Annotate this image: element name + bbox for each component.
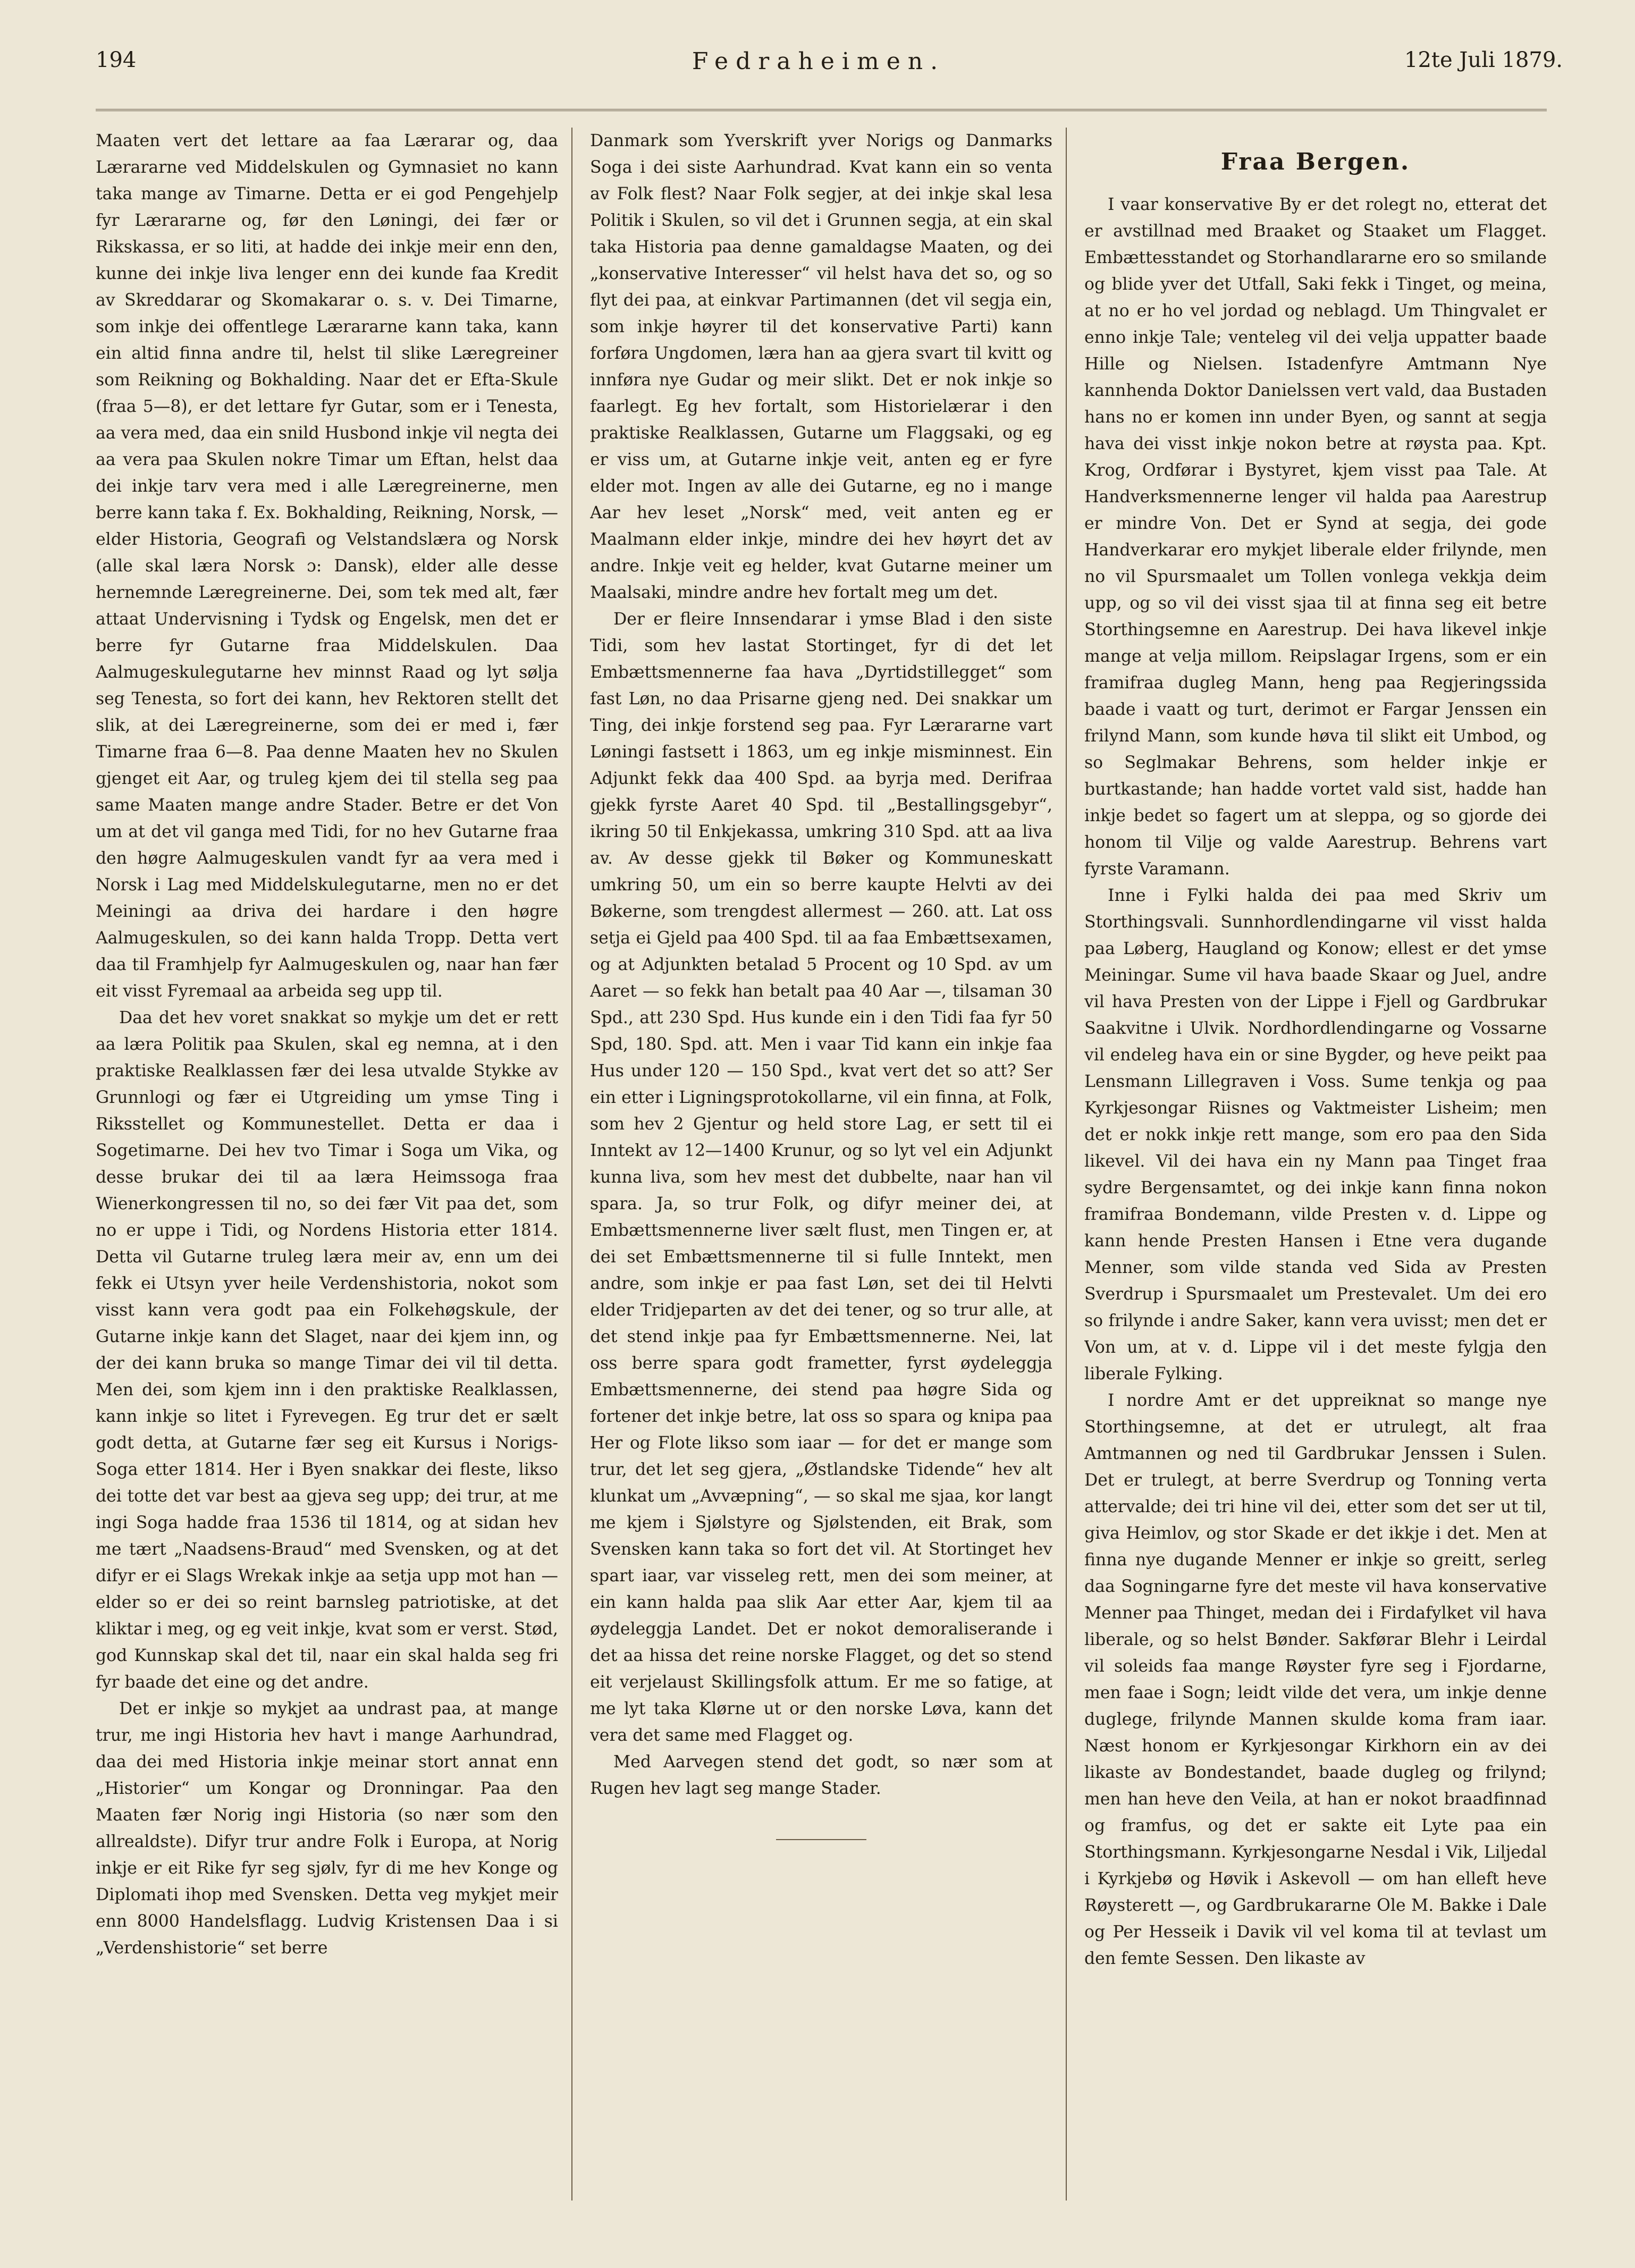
column-divider bbox=[571, 128, 572, 2200]
paragraph: Der er fleire Innsendarar i ymse Blad i den siste Tidi, som hev lastat Stortinget, fyr di det let Embættsmennerne faa hava „Dyrtidstillegget“ som fast Løn, no daa Prisarne gjeng ned. Dei snakkar um Ting, dei inkje forstend seg paa. Fyr Lærararne vart Løningi fastsett i 1863, um eg inkje misminnest. Ein Adjunkt fekk daa 400 Spd. aa byrja med. Derifraa gjekk fyrste Aaret 40 Spd. til „Bestallingsgebyr“, ikring 50 til Enkjekassa, umkring 310 Spd. att aa liva av. Av desse gjekk til Bøker og Kommuneskatt umkring 50, um ein so berre kaupte Helvti av dei Bøkerne, som trengdest allermest — 260. att. Lat oss setja ei Gjeld paa 400 Spd. til aa faa Embættsexamen, og at Adjunkten betalad 5 Procent og 10 Spd. av um Aaret — so fekk han betalt paa 40 Aar —, tilsaman 30 Spd., att 230 Spd. Hus kunde ein i den Tidi faa fyr 50 Spd, 180. Spd. att. Men i vaar Tid kann ein inkje faa Hus under 120 — 150 Spd., kvat vert det so att? Ser ein etter i Ligningsprotokollarne, vil ein finna, at Folk, som hev 2 Gjentur og held store Lag, er sett til ei Inntekt av 12—1400 Krunur, og so lyt vel ein Adjunkt kunna liva, som hev mest det dubbelte, naar han vil spara. Ja, so trur Folk, og difyr meiner dei, at Embættsmennerne liver sælt flust, men Tingen er, at dei set Embættsmennerne til si fulle Inntekt, men andre, som inkje er paa fast Løn, set dei til Helvti elder Tridjeparten av det dei tener, og so trur alle, at det stend inkje paa fyr Embættsmennerne. Nei, lat oss berre spara godt frametter, fyrst øydeleggja Embættsmennerne, dei stend paa høgre Sida og fortener det inkje betre, lat oss so spara og knipa paa Her og Flote likso som iaar — for det er mange som trur, det let seg gjera, „Østlandske Tidende“ hev alt klunkat um „Avvæpning“, — so skal me sjaa, kor langt me kjem i Sjølstyre og Sjølstenden, eit Brak, som Svensken kann taka so fort det vil. At Stortinget hev spart iaar, var visseleg rett, men dei som meiner, at ein kann halda paa slik Aar etter Aar, kjem til aa øydeleggja Landet. Det er nokot demoraliserande i det aa hissa det reine norske Flagget, og det so stend eit verjelaust Skillingsfolk attum. Er me so fatige, at me lyt taka Klørne ut or den norske Løva, kann det vera det same med Flagget og. bbox=[590, 610, 1052, 1745]
paragraph: Inne i Fylki halda dei paa med Skriv um Storthingsvali. Sunnhordlendingarne vil visst halda paa Løberg, Haugland og Konow; ellest er det ymse Meiningar. Sume vil hava baade Skaar og Juel, andre vil hava Presten von der Lippe i Fjell og Gardbrukar Saakvitne i Ulvik. Nordhordlendingarne og Vossarne vil endeleg hava ein or sine Bygder, og heve peikt paa Lensmann Lillegraven i Voss. Sume tenkja og paa Kyrkjesongar Riisnes og Vaktmeister Lisheim; men det er nokk inkje rett mange, som ero paa den Sida likevel. Vil dei hava ein ny Mann paa Tinget fraa sydre Bergensamtet, og dei inkje kann finna nokon framifraa Bondemann, vilde Presten v. d. Lippe og kann hende Presten Hansen i Etne vera dugande Menner, som vilde standa ved Sida av Presten Sverdrup i Spursmaalet um Prestevalet. Um dei ero so frilynde i andre Saker, kann vera uvisst; men det er Von um, at v. d. Lippe vil i det meste fylgja den liberale Fylking. bbox=[1084, 886, 1547, 1384]
header-rule bbox=[96, 109, 1547, 111]
article-title: Fraa Bergen. bbox=[1220, 148, 1411, 175]
paragraph: Daa det hev voret snakkat so mykje um det er rett aa læra Politik paa Skulen, skal eg nemna, at i den praktiske Realklassen fær dei lesa utvalde Stykke av Grunnlogi og fær ei Utgreiding um ymse Ting i Riksstellet og Kommunestellet. Detta er daa i Sogetimarne. Dei hev tvo Timar i Soga um Vika, og desse brukar dei til aa læra Heimssoga fraa Wienerkongressen til no, so dei fær Vit paa det, som no er uppe i Tidi, og Nordens Historia etter 1814. Detta vil Gutarne truleg læra meir av, enn um dei fekk ei Utsyn yver heile Verdenshistoria, nokot som visst kann vera godt paa ein Folkehøgskule, der Gutarne inkje kann det Slaget, naar dei kjem inn, og der dei kann bruka so mange Timar dei vil til detta. Men dei, som kjem inn i den praktiske Realklassen, kann inkje so litet i Fyrevegen. Eg trur det er sælt godt detta, at Gutarne fær seg eit Kursus i Norigs-Soga etter 1814. Her i Byen snakkar dei fleste, likso dei totte det var best aa gjeva seg upp; dei trur, at me ingi Soga hadde fraa 1536 til 1814, og at sidan hev me tært „Naadsens-Braud“ med Svensken, og at det difyr er ei Slags Wrekak inkje aa setja upp mot han — elder so er dei so reint barnsleg patriotiske, at det kliktar i meg, og eg veit inkje, kvat som er verst. Stød, god Kunnskap skal det til, naar ein skal halda seg fri fyr baade det eine og det andre. bbox=[96, 1008, 558, 1692]
issue-date: 12te Juli 1879. bbox=[1404, 48, 1563, 72]
newspaper-title: Fedraheimen. bbox=[692, 48, 946, 75]
paragraph: I vaar konservative By er det rolegt no, etterat det er avstillnad med Braaket og Staaket um Flagget. Embættesstandet og Storhandlararne ero so smilande og blide yver det Utfall, Saki fekk i Tinget, og meina, at no er ho vel jordad og neblagd. Um Thingvalet er enno inkje Tale; venteleg vil dei velja uppatter baade Hille og Nielsen. Istadenfyre Amtmann Nye kannhenda Doktor Danielssen vert vald, daa Bustaden hans no er komen inn under Byen, og sannt at segja hava dei visst inkje nokon betre at røysta paa. Kpt. Krog, Ordførar i Bystyret, kjem visst paa Tale. At Handverksmennerne lenger vil halda paa Aarestrup er mindre Von. Det er Synd at segja, dei gode Handverkarar ero mykjet liberale elder frilynde, men no vil Spursmaalet um Tollen vonlega vekkja deim upp, og so vil dei visst sjaa til at finna seg eit betre Storthingsemne en Aarestrup. Dei hava likevel inkje mange at velja millom. Reipslagar Irgens, som er ein framifraa dugleg Mann, heng paa Regjeringssida baade i vaatt og turt, derimot er Fargar Jenssen ein frilynd Mann, som kunde høva til slikt eit Umbod, og so Seglmakar Behrens, som helder inkje er burtkastande; han hadde vortet vald sist, hadde han inkje bedet so fagert um at sleppa, og so gjorde dei honom til Vilje og valde Aarestrup. Behrens vart fyrste Varamann. bbox=[1084, 195, 1547, 879]
paragraph: Maaten vert det lettare aa faa Lærarar og, daa Lærararne ved Middelskulen og Gymnasiet no kann taka mange av Timarne. Detta er ei god Pengehjelp fyr Lærararne og, før den Løningi, dei fær or Rikskassa, er so liti, at hadde dei inkje meir enn den, kunne dei inkje liva lenger enn dei kunde faa Kredit av Skreddarar og Skomakarar o. s. v. Dei Timarne, som inkje dei offentlege Lærararne kann taka, kann ein altid finna andre til, helst til slike Læregreiner som Reikning og Bokhalding. Naar det er Efta-Skule (fraa 5—8), er det lettare fyr Gutar, som er i Tenesta, aa vera med, daa ein snild Husbond inkje vil negta dei aa vera paa Skulen nokre Timar um Eftan, helst daa dei inkje tarv vera med i alle Læregreinerne, men berre kann taka f. Ex. Bokhalding, Reikning, Norsk, — elder Historia, Geografi og Velstandslæra og Norsk (alle skal læra Norsk ɔ: Dansk), elder alle desse hernemnde Læregreinerne. Dei, som tek med alt, fær attaat Undervisning i Tydsk og Engelsk, men det er berre fyr Gutarne fraa Middelskulen. Daa Aalmugeskulegutarne hev minnst Raad og lyt sølja seg Tenesta, so fort dei kann, hev Rektoren stellt det slik, at dei Læregreinerne, som dei er med i, fær Timarne fraa 6—8. Paa denne Maaten hev no Skulen gjenget eit Aar, og truleg kjem dei til stella seg paa same Maaten mange andre Stader. Betre er det Von um at det vil ganga med Tidi, for no hev Gutarne fraa den høgre Aalmugeskulen vandt fyr aa vera med i Norsk i Lag med Middelskulegutarne, men no er det Meiningi aa driva dei hardare i den høgre Aalmugeskulen, so dei kann halda Tropp. Detta vert daa til Framhjelp fyr Aalmugeskulen og, naar han fær eit visst Fyremaal aa arbeida seg upp til. bbox=[96, 131, 558, 1001]
article-end-rule bbox=[776, 1839, 866, 1840]
paragraph: I nordre Amt er det uppreiknat so mange nye Storthingsemne, at det er utrulegt, alt fraa Amtmannen og ned til Gardbrukar Jenssen i Sulen. Det er trulegt, at berre Sverdrup og Tonning verta attervalde; dei tri hine vil dei, etter som det ser ut til, giva Heimlov, og stor Skade er det ikkje i det. Men at finna nye dugande Menner er inkje so greitt, serleg daa Sogningarne fyre det meste vil hava konservative Menner paa Thinget, medan dei i Firdafylket vil hava liberale, og so helst Bønder. Sakførar Blehr i Leirdal vil soleids faa mange Røyster fyre seg i Fjordarne, men faae i Sogn; leidt vilde det vera, um inkje denne duglege, frilynde Mannen skulde koma fram iaar. Næst honom er Kyrkjesongar Kirkhorn ein av dei likaste av Bondestandet, baade dugleg og frilynd; men han heve den Veila, at han er nokot braadfinnad og framfus, og det er sakte eit Lyte paa ein Storthingsmann. Kyrkjesongarne Nesdal i Vik, Liljedal i Kyrkjebø og Høvik i Askevoll — om han elleft heve Røysterett —, og Gardbrukararne Ole M. Bakke i Dale og Per Hesseik i Davik vil vel koma til at tevlast um den femte Sessen. Den likaste av bbox=[1084, 1391, 1547, 1968]
paragraph: Danmark som Yverskrift yver Norigs og Danmarks Soga i dei siste Aarhundrad. Kvat kann ein so venta av Folk flest? Naar Folk segjer, at dei inkje skal lesa Politik i Skulen, so vil det i Grunnen segja, at ein skal taka Historia paa denne gamaldagse Maaten, og dei „konservative Interesser“ vil helst hava det so, og so flyt dei paa, at einkvar Partimannen (det vil segja ein, som inkje høyrer til det konservative Parti) kann forføra Ungdomen, læra han aa gjera svart til kvitt og innføra nye Gudar og meir slikt. Det er nok inkje so faarlegt. Eg hev fortalt, som Historielærar i den praktiske Realklassen, Gutarne um Flaggsaki, og eg er viss um, at Gutarne inkje veit, anten eg er fyre elder mot. Ingen av alle dei Gutarne, eg no i mange Aar hev leset „Norsk“ med, veit anten eg er Maalmann elder inkje, mindre dei hev høyrt det av andre. Inkje veit eg helder, kvat Gutarne meiner um Maalsaki, mindre andre hev fortalt meg um det. bbox=[590, 131, 1052, 602]
page-number: 194 bbox=[96, 48, 137, 72]
text-column-1 bbox=[96, 128, 558, 2216]
text-column-3 bbox=[1084, 128, 1547, 2216]
paragraph: Med Aarvegen stend det godt, so nær som at Rugen hev lagt seg mange Stader. bbox=[590, 1752, 1052, 1798]
column-divider bbox=[1066, 128, 1067, 2200]
page-header bbox=[74, 43, 1563, 85]
paragraph: Det er inkje so mykjet aa undrast paa, at mange trur, me ingi Historia hev havt i mange Aarhundrad, daa dei med Historia inkje meinar stort annat enn „Historier“ um Kongar og Dronningar. Paa den Maaten fær Norig ingi Historia (so nær som den allrealdste). Difyr trur andre Folk i Europa, at Norig inkje er eit Rike fyr seg sjølv, fyr di me hev Konge og Diplomati ihop med Svensken. Detta veg mykjet meir enn 8000 Handelsflagg. Ludvig Kristensen Daa i si „Verdenshistorie“ set berre bbox=[96, 1699, 558, 1958]
text-column-2 bbox=[590, 128, 1052, 2216]
